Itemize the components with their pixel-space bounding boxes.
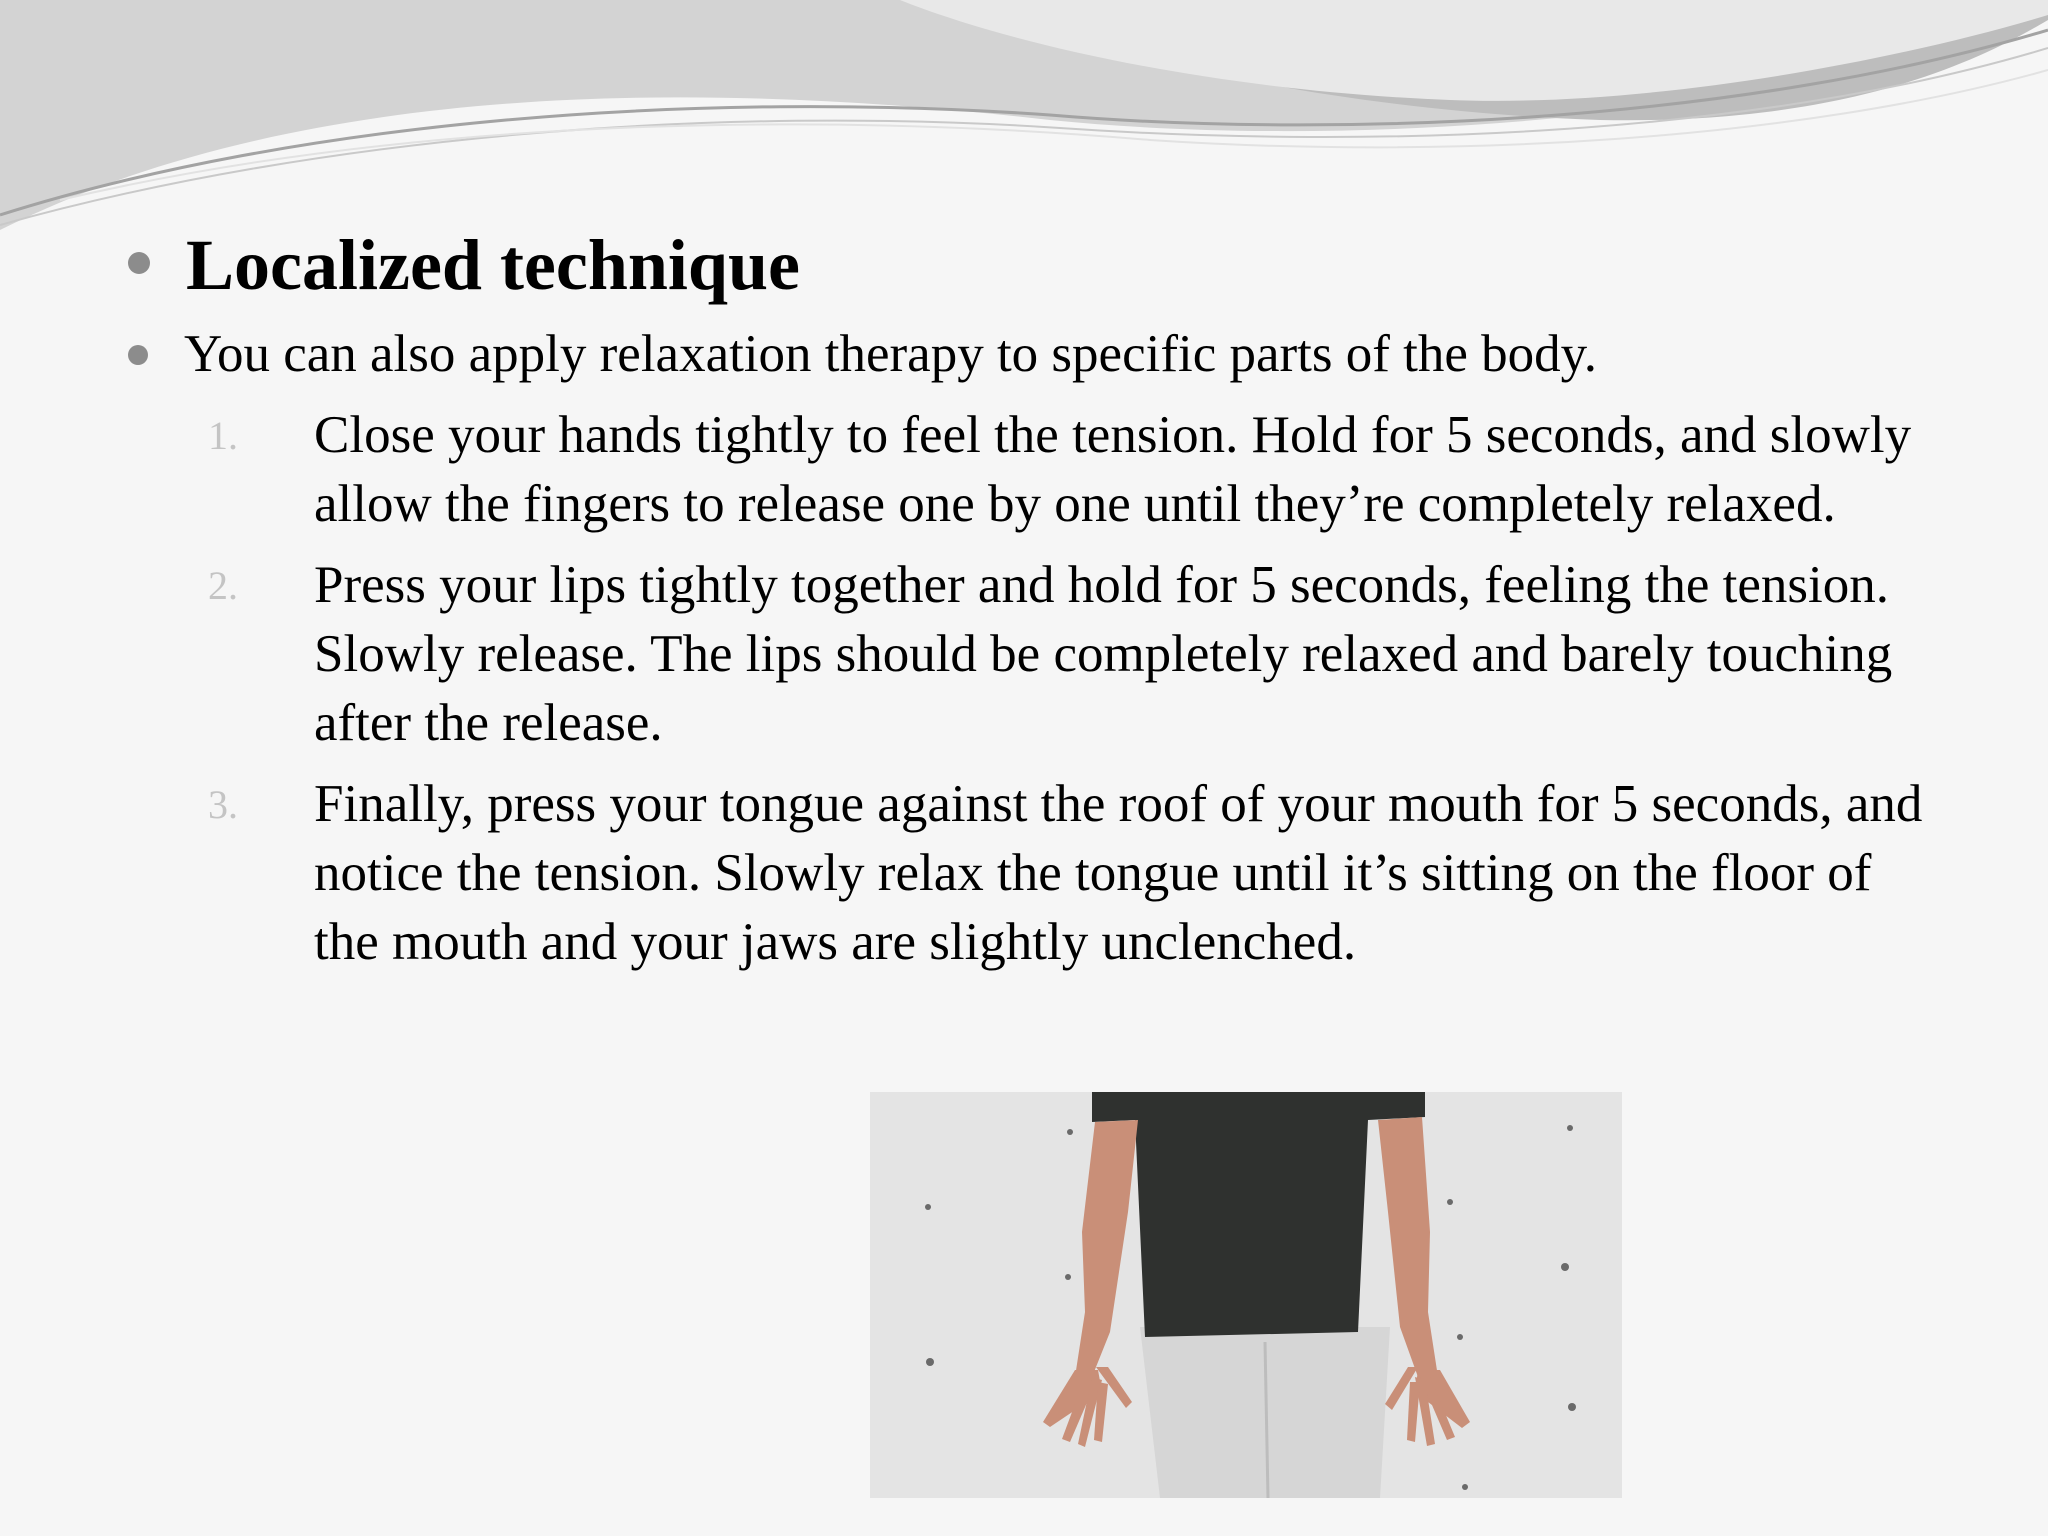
step-text: Finally, press your tongue against the roof of your mouth for 5 seconds, and notice the tension. Slowly relax the tongue until it’s sitting on the floor of the mouth and your jaws are slightly unclenched.: [314, 775, 1923, 971]
header-wave-decoration: [0, 0, 2048, 240]
intro-text: You can also apply relaxation therapy to specific parts of the body.: [184, 325, 1597, 383]
step-number: 1.: [208, 413, 238, 458]
intro-row: [128, 323, 1597, 385]
list-item: [208, 401, 1928, 539]
person-hands-illustration: [870, 1092, 1622, 1498]
step-number: 2.: [208, 563, 238, 608]
bullet-icon: [128, 345, 148, 365]
bullet-icon: [128, 252, 150, 274]
heading-row: [128, 225, 800, 305]
steps-list: [208, 401, 1928, 989]
step-number: 3.: [208, 782, 238, 827]
step-text: Close your hands tightly to feel the tension. Hold for 5 seconds, and slowly allow the fingers to release one by one until they’re completely relaxed.: [314, 406, 1912, 533]
list-item: [208, 770, 1928, 977]
list-item: [208, 551, 1928, 758]
slide-title: Localized technique: [186, 225, 800, 305]
step-text: Press your lips tightly together and hold for 5 seconds, feeling the tension. Slowly release. The lips should be completely relaxed and barely touching after the release.: [314, 556, 1893, 752]
relaxation-photo: [870, 1092, 1622, 1498]
